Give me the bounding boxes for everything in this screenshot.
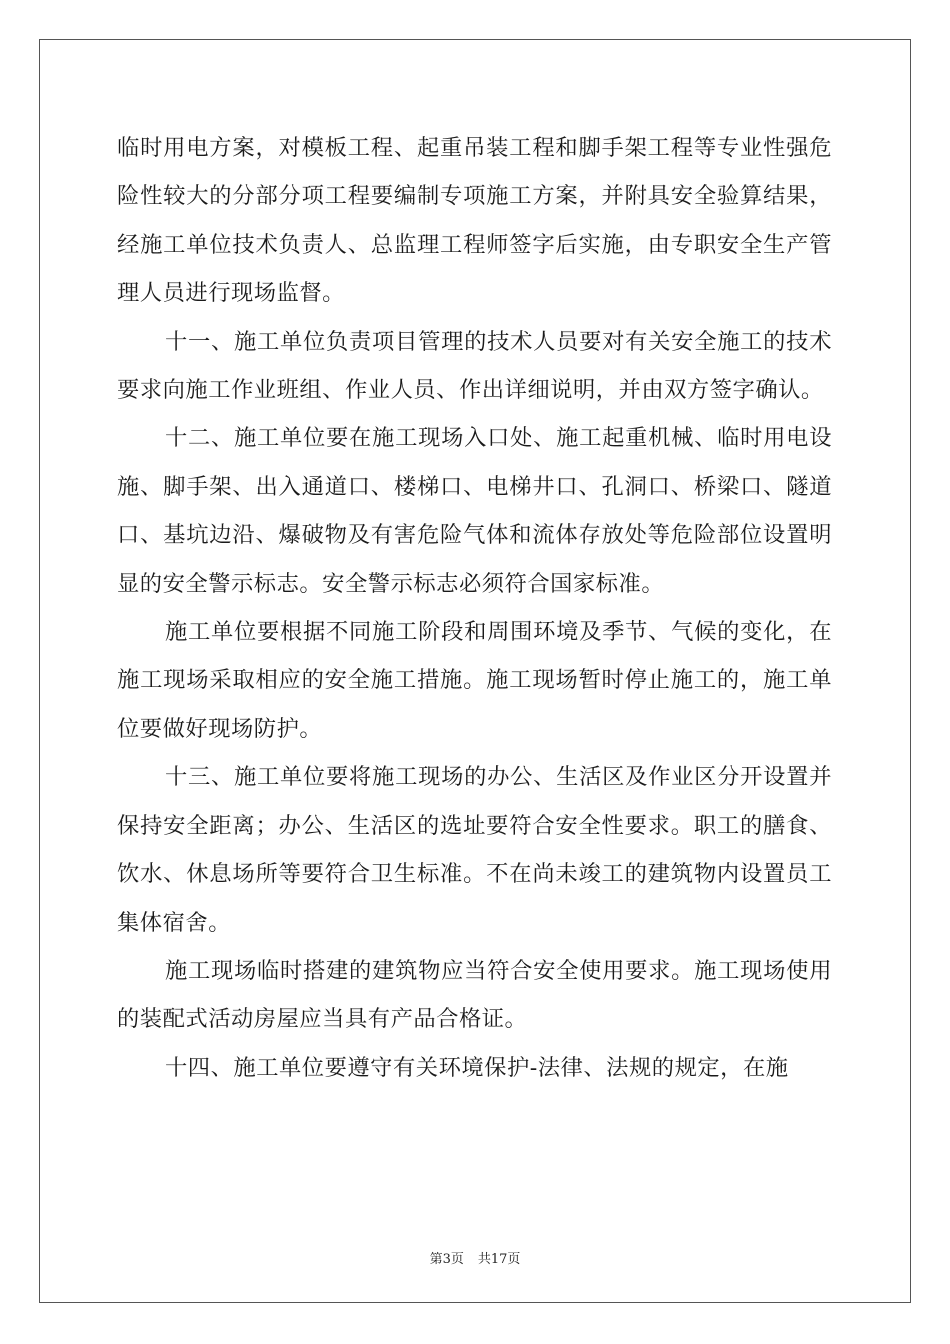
paragraph-4: 施工单位要根据不同施工阶段和周围环境及季节、气候的变化，在施工现场采取相应的安全施工措施。施工现场暂时停止施工的，施工单位要做好现场防护。 <box>117 619 832 742</box>
paragraph-2: 十一、施工单位负责项目管理的技术人员要对有关安全施工的技术要求向施工作业班组、作业人员、作出详细说明，并由双方签字确认。 <box>117 328 832 404</box>
page-footer <box>0 1248 950 1267</box>
document-body <box>117 124 832 1092</box>
page-number-current: 第3页 <box>429 1252 464 1267</box>
paragraph-1: 临时用电方案，对模板工程、起重吊装工程和脚手架工程等专业性强危险性较大的分部分项工程要编制专项施工方案，并附具安全验算结果，经施工单位技术负责人、总监理工程师签字后实施，由专职安全生产管理人员进行现场监督。 <box>117 135 832 307</box>
paragraph-5: 十三、施工单位要将施工现场的办公、生活区及作业区分开设置并保持安全距离；办公、生活区的选址要符合安全性要求。职工的膳食、饮水、休息场所等要符合卫生标准。不在尚未竣工的建筑物内设置员工集体宿舍。 <box>117 764 832 936</box>
paragraph-6: 施工现场临时搭建的建筑物应当符合安全使用要求。施工现场使用的装配式活动房屋应当具有产品合格证。 <box>117 957 832 1033</box>
page-number-total: 共17页 <box>477 1252 521 1267</box>
paragraph-3: 十二、施工单位要在施工现场入口处、施工起重机械、临时用电设施、脚手架、出入通道口、楼梯口、电梯井口、孔洞口、桥梁口、隧道口、基坑边沿、爆破物及有害危险气体和流体存放处等危险部位设置明显的安全警示标志。安全警示标志必须符合国家标准。 <box>117 425 832 597</box>
paragraph-7: 十四、施工单位要遵守有关环境保护-法律、法规的规定，在施 <box>165 1054 789 1081</box>
